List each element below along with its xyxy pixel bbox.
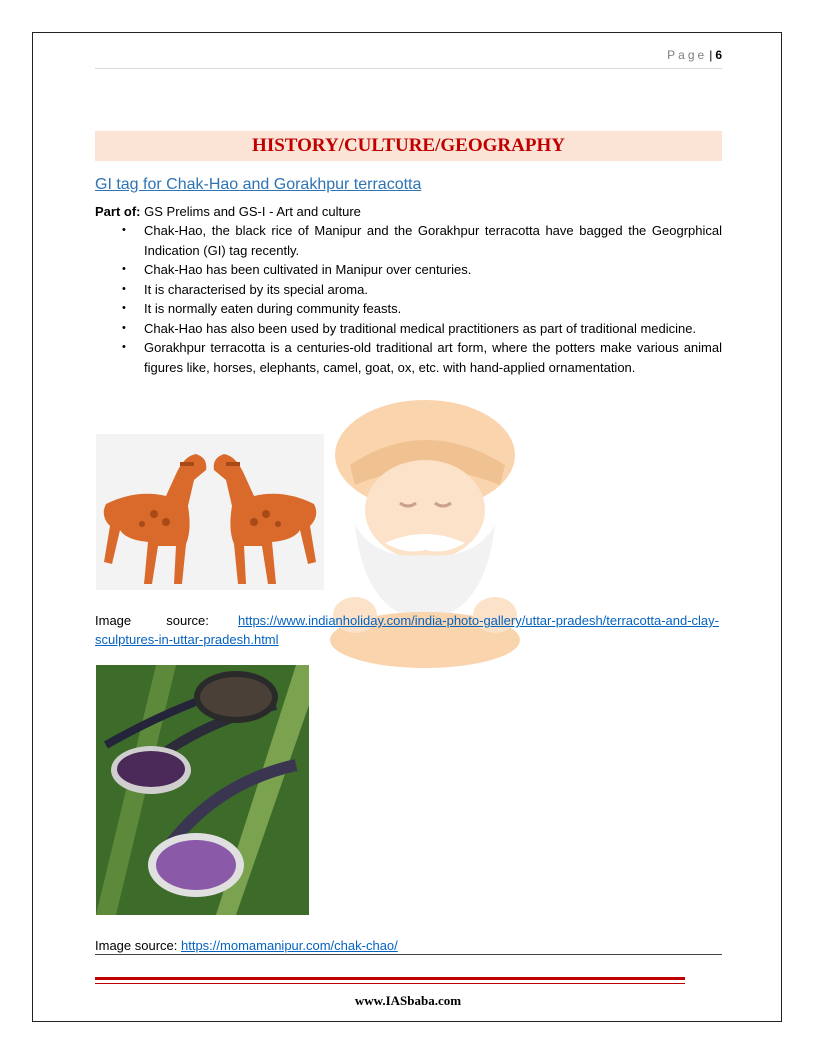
caption-label: Image source: [95,938,178,953]
list-item: • Chak-Hao has also been used by traditional medical practitioners as part of traditional medicine. [122,319,722,339]
footer-divider [95,954,722,955]
article-title: GI tag for Chak-Hao and Gorakhpur terracotta [95,176,422,193]
image-caption [95,611,719,649]
list-item: • Chak-Hao has been cultivated in Manipur over centuries. [122,260,722,280]
section-title: HISTORY/CULTURE/GEOGRAPHY [252,135,565,156]
image-caption [95,936,398,955]
terracotta-horses-image [96,434,324,590]
bullet-icon: • [122,263,126,275]
part-of-text: GS Prelims and GS-I - Art and culture [144,204,361,219]
list-item: • It is normally eaten during community feasts. [122,299,722,319]
bullet-icon: • [122,224,126,236]
page-header: Page | 6 [95,48,722,69]
part-of-line [95,204,361,219]
black-rice-photo-icon [96,665,309,915]
bullet-icon: • [122,321,126,334]
footer-site: www.IASbaba.com [354,993,462,1008]
section-banner [95,131,722,161]
caption-label: Image source: [95,613,209,628]
bullet-list [122,221,722,377]
footer-rule [95,983,685,984]
list-item: • It is characterised by its special aroma. [122,280,722,300]
terracotta-horses-photo-icon [96,434,324,590]
source-link[interactable]: https://momamanipur.com/chak-chao/ [181,938,398,953]
page-label: Page [667,48,708,62]
list-item: • Gorakhpur terracotta is a centuries-old traditional art form, where the potters make various animal figures like, horses, elephants, camel, goat, ox, etc. with hand-applied ornamentation. [122,340,722,375]
page-number: 6 [715,48,722,62]
bullet-icon: • [122,341,126,353]
bullet-icon: • [122,302,126,314]
source-link[interactable]: https://www.indianholiday.com/india-photo-gallery/uttar-pradesh/terracotta-and-clay-sculptures-in-uttar-pradesh.html [95,613,719,647]
black-rice-image [96,665,309,915]
list-item: • Chak-Hao, the black rice of Manipur and the Gorakhpur terracotta have bagged the Geogrphical Indication (GI) tag recently. [122,223,722,258]
bullet-icon: • [122,282,126,295]
part-of-label: Part of: [95,204,141,219]
footer-rule [95,977,685,980]
